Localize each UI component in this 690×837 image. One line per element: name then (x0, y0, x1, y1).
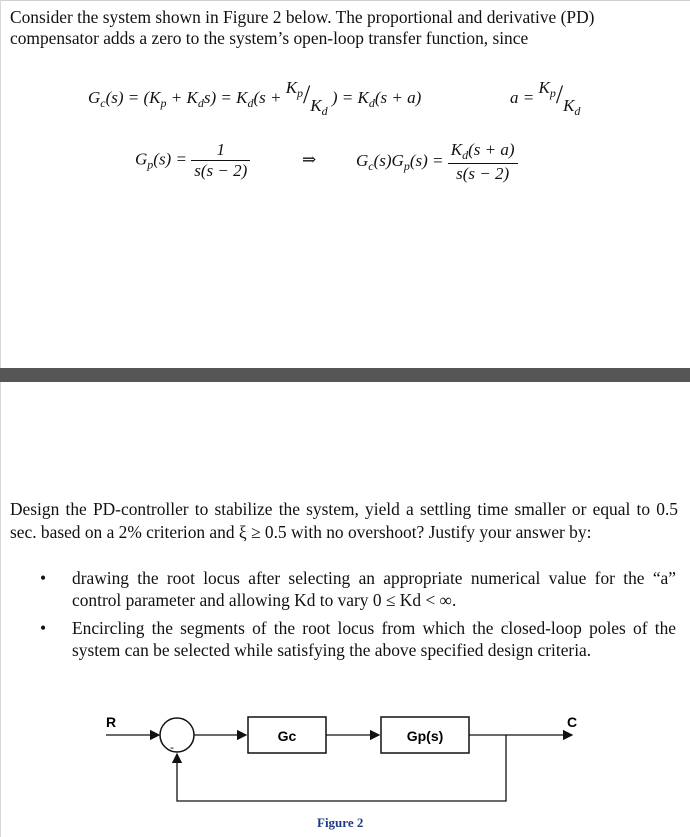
equation-open-loop-product: $G_c(s)G_p(s)$ = $\frac{K_d(s + a)}{s(s - 2)}$ (356, 140, 518, 184)
page-top-border (0, 0, 690, 1)
equation-gp: $G_p(s)$ = $\frac{1}{s(s - 2)}$ (135, 140, 250, 181)
equation-a-definition: $a = K_p/K_d$ (510, 78, 581, 118)
summing-junction (160, 718, 194, 752)
controller-label: Gc (277, 728, 297, 744)
design-paragraph: Design the PD-controller to stabilize the system, yield a settling time smaller or equal to 0.5 sec. based on a 2% criterion and ξ ≥ 0.5 with no overshoot? Justify your answer by: (10, 499, 678, 542)
figure-caption: Figure 2 (317, 815, 364, 830)
list-item: • Encircling the segments of the root locus from which the closed-loop poles of the system can be selected while satisfying the above specified design criteria. (40, 618, 676, 660)
output-label: C (567, 714, 578, 730)
implies-arrow: ⇒ (302, 150, 317, 169)
list-item: • drawing the root locus after selecting an appropriate numerical value for the “a” control parameter and allowing Kd to vary 0 ≤ Kd < ∞. (40, 568, 676, 610)
input-label: R (106, 714, 117, 730)
requirements-list (40, 567, 676, 667)
section-divider (0, 368, 690, 382)
intro-paragraph: Consider the system shown in Figure 2 below. The proportional and derivative (PD) compensator adds a zero to the system’s open-loop transfer function, since (10, 7, 595, 48)
equation-gc: $G_c(s) = (K_p + K_ds) = K_d(s + K_p/K_d$ ) = $K_d(s + a)$ (88, 78, 422, 118)
plant-label: Gp(s) (406, 728, 444, 744)
minus-sign: - (170, 740, 174, 754)
